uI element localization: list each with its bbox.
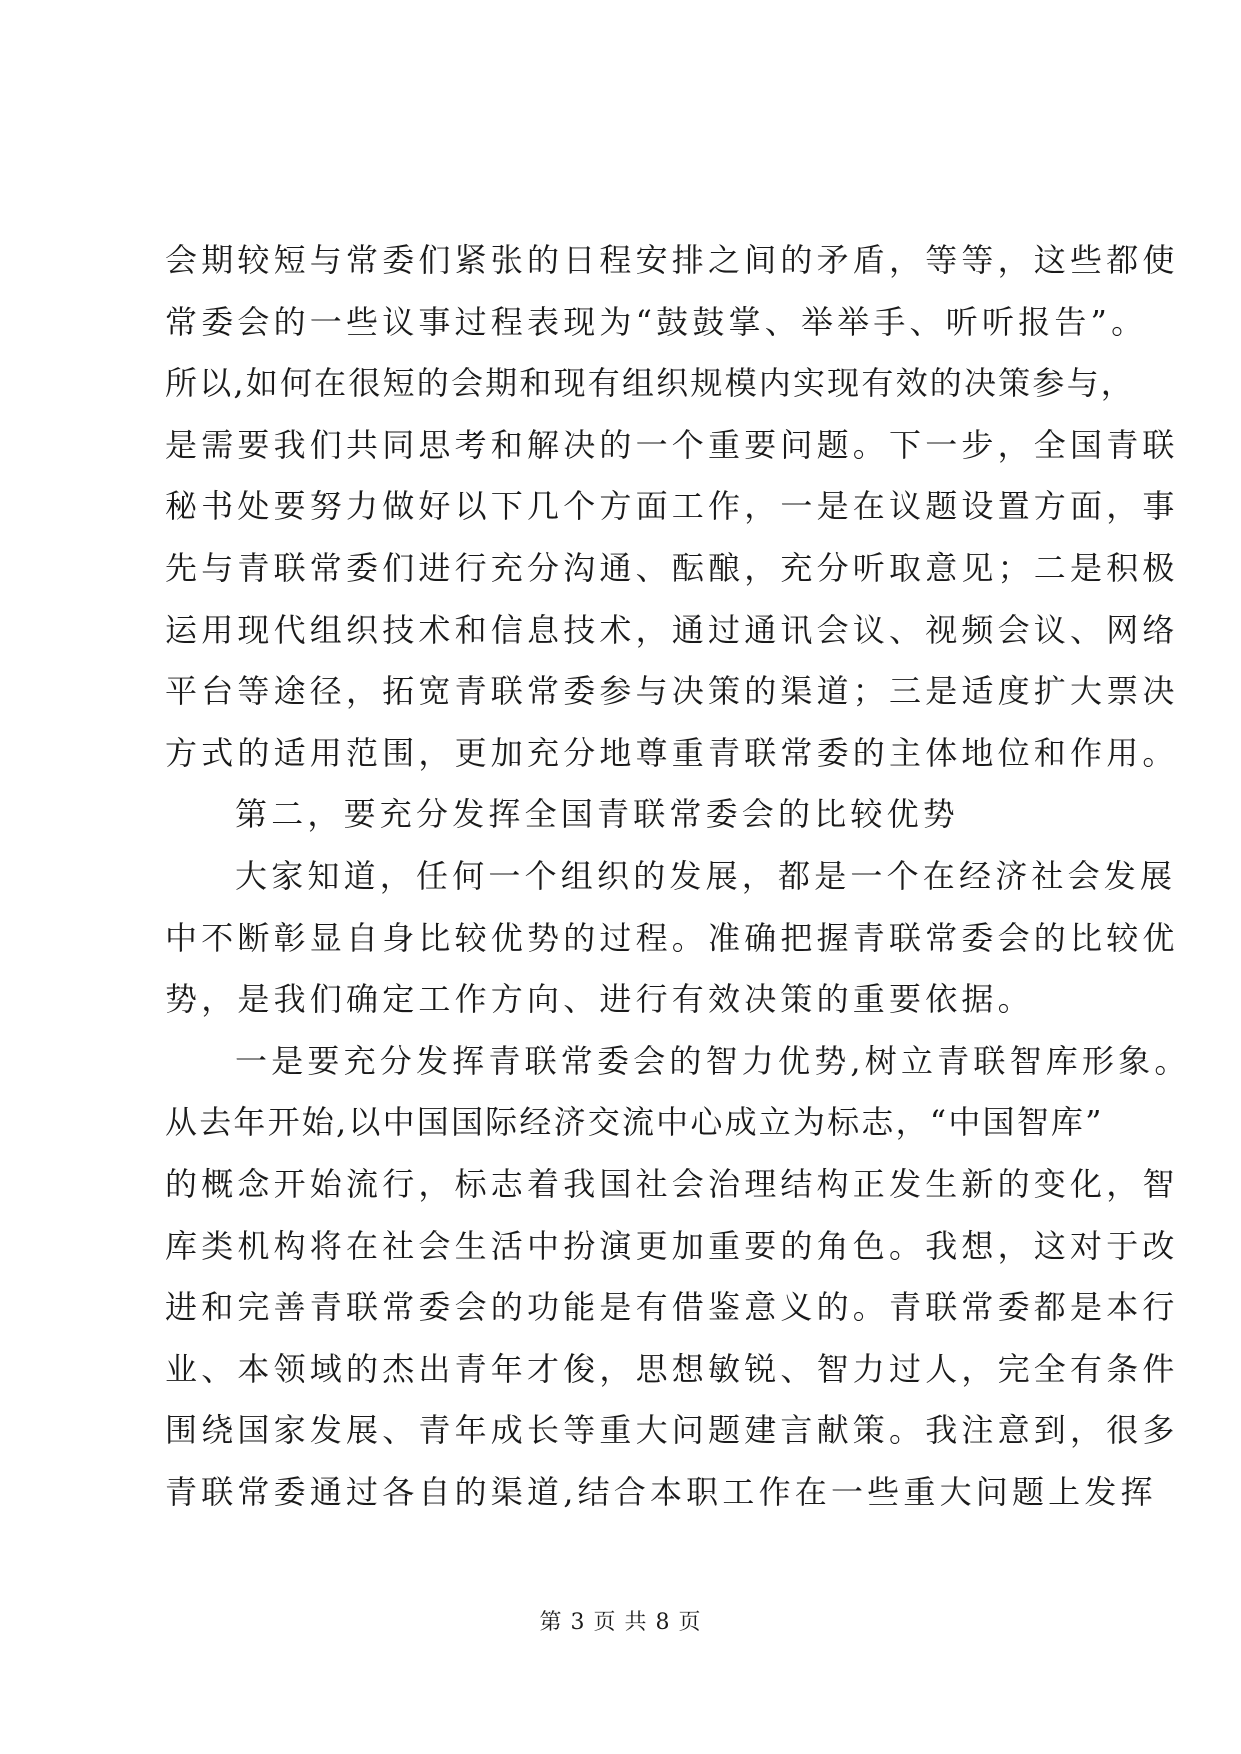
text-line: 平台等途径，拓宽青联常委参与决策的渠道；三是适度扩大票决 (165, 672, 1179, 711)
text-line: 会期较短与常委们紧张的日程安排之间的矛盾，等等，这些都使 (165, 241, 1179, 279)
text-line: 进和完善青联常委会的功能是有借鉴意义的。青联常委都是本行 (165, 1288, 1179, 1327)
text-line: 方式的适用范围，更加充分地尊重青联常委的主体地位和作用。 (165, 733, 1179, 772)
text-line: 业、本领域的杰出青年才俊，思想敏锐、智力过人，完全有条件 (165, 1349, 1179, 1388)
page-number-footer: 第 3 页 共 8 页 (539, 1610, 702, 1635)
text-line: 青联常委通过各自的渠道,结合本职工作在一些重大问题上发挥 (165, 1472, 1157, 1511)
text-line: 常委会的一些议事过程表现为“鼓鼓掌、举举手、听听报告”。 (165, 302, 1148, 341)
text-line: 运用现代组织技术和信息技术，通过通讯会议、视频会议、网络 (165, 610, 1179, 649)
text-line: 势，是我们确定工作方向、进行有效决策的重要依据。 (165, 980, 1034, 1019)
body-text (165, 230, 1191, 1523)
text-line: 的概念开始流行，标志着我国社会治理结构正发生新的变化，智 (165, 1164, 1179, 1203)
text-line: 围绕国家发展、青年成长等重大问题建言献策。我注意到，很多 (165, 1411, 1179, 1450)
text-line: 秘书处要努力做好以下几个方面工作，一是在议题设置方面，事 (165, 487, 1179, 526)
text-line: 库类机构将在社会生活中扮演更加重要的角色。我想，这对于改 (165, 1226, 1179, 1265)
text-line: 一是要充分发挥青联常委会的智力优势,树立青联智库形象。 (235, 1041, 1191, 1080)
section-heading: 第二，要充分发挥全国青联常委会的比较优势 (235, 795, 960, 834)
text-line: 大家知道，任何一个组织的发展，都是一个在经济社会发展 (235, 856, 1177, 895)
text-line: 先与青联常委们进行充分沟通、酝酿，充分听取意见；二是积极 (165, 548, 1179, 587)
text-line: 是需要我们共同思考和解决的一个重要问题。下一步，全国青联 (165, 425, 1179, 464)
text-line: 从去年开始,以中国国际经济交流中心成立为标志，“中国智库” (165, 1103, 1104, 1142)
text-line: 所以,如何在很短的会期和现有组织规模内实现有效的决策参与， (165, 364, 1135, 403)
text-line: 中不断彰显自身比较优势的过程。准确把握青联常委会的比较优 (165, 918, 1179, 957)
